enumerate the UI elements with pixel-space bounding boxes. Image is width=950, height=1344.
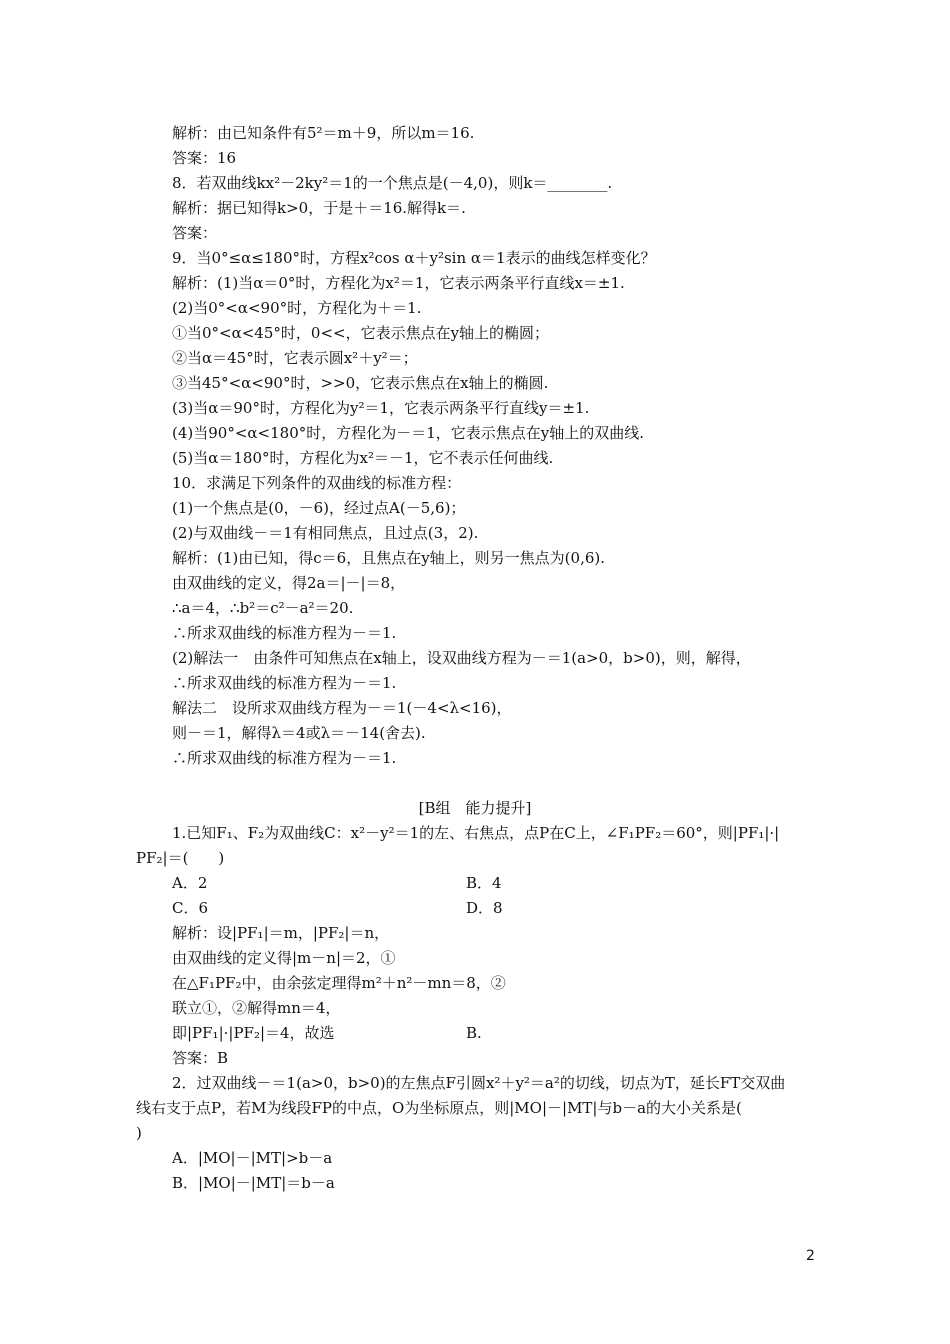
page-number: 2 [806,1248,815,1264]
text-line: 则－＝1，解得λ＝4或λ＝－14(舍去). [172,724,426,742]
text-line: 10．求满足下列条件的双曲线的标准方程： [172,474,462,492]
question-line: 1.已知F₁、F₂为双曲线C：x²－y²＝1的左、右焦点，点P在C上，∠F₁PF₂＝60°，则|PF₁|·| [172,824,780,842]
text-line: ∴a＝4，∴b²＝c²－a²＝20. [172,599,354,617]
text-line: ③当45°<α<90°时，>>0，它表示焦点在x轴上的椭圆. [172,374,549,392]
option-a: A．|MO|－|MT|>b－a [172,1149,333,1167]
section-title: [B组 能力提升] [418,799,532,817]
option-b: B．|MO|－|MT|＝b－a [172,1174,335,1192]
text-line: 8．若双曲线kx²－2ky²＝1的一个焦点是(－4,0)，则k＝________. [172,174,613,192]
text-line: 由双曲线的定义得|m－n|＝2，① [172,949,396,967]
text-line: (1)一个焦点是(0，－6)，经过点A(－5,6)； [172,499,466,517]
text-line: 答案：B [172,1049,229,1067]
option-a: A．2 [172,874,208,892]
option-b: B．4 [466,874,502,892]
question-line: 线右支于点P，若M为线段FP的中点，O为坐标原点，则|MO|－|MT|与b－a的大小关系是( [136,1099,742,1117]
text-line: ②当α＝45°时，它表示圆x²＋y²＝； [172,349,418,367]
answer-choice: B. [466,1024,482,1042]
text-line: ①当0°<α<45°时，0<<，它表示焦点在y轴上的椭圆； [172,324,550,342]
text-line: (3)当α＝90°时，方程化为y²＝1，它表示两条平行直线y＝±1. [172,399,590,417]
text-line: 在△F₁PF₂中，由余弦定理得m²＋n²－mn＝8，② [172,974,506,992]
text-line: ∴所求双曲线的标准方程为－＝1. [172,624,397,642]
text-line: (2)解法一 由条件可知焦点在x轴上，设双曲线方程为－＝1(a>0，b>0)，则，解得， [172,649,751,667]
text-line: 答案： [172,224,218,242]
question-line: PF₂|＝( ) [136,849,225,867]
text-line: 由双曲线的定义，得2a＝|－|＝8， [172,574,406,592]
text-line: 9．当0°≤α≤180°时，方程x²cos α＋y²sin α＝1表示的曲线怎样变化？ [172,249,656,267]
text-line: (2)与双曲线－＝1有相同焦点，且过点(3，2). [172,524,479,542]
option-d: D．8 [466,899,503,917]
text-line: ∴所求双曲线的标准方程为－＝1. [172,749,397,767]
text-line: 即|PF₁|·|PF₂|＝4，故选 [172,1024,335,1042]
option-c: C．6 [172,899,209,917]
text-line: (4)当90°<α<180°时，方程化为－＝1，它表示焦点在y轴上的双曲线. [172,424,645,442]
text-line: (5)当α＝180°时，方程化为x²＝－1，它不表示任何曲线. [172,449,554,467]
text-line: 答案：16 [172,149,237,167]
question-line: 2．过双曲线－＝1(a>0，b>0)的左焦点F引圆x²＋y²＝a²的切线，切点为T，延长FT交双曲 [172,1074,786,1092]
text-line: 解析：由已知条件有5²＝m＋9，所以m＝16. [172,124,475,142]
question-line: ) [136,1124,142,1142]
text-line: 解析：据已知得k>0，于是＋＝16.解得k＝. [172,199,466,217]
text-line: 解法二 设所求双曲线方程为－＝1(－4<λ<16)， [172,699,512,717]
text-line: (2)当0°<α<90°时，方程化为＋＝1. [172,299,422,317]
text-line: 解析：(1)由已知，得c＝6，且焦点在y轴上，则另一焦点为(0,6). [172,549,605,567]
text-line: 联立①，②解得mn＝4， [172,999,341,1017]
text-line: 解析：设|PF₁|＝m，|PF₂|＝n， [172,924,390,942]
text-line: 解析：(1)当α＝0°时，方程化为x²＝1，它表示两条平行直线x＝±1. [172,274,625,292]
text-line: ∴所求双曲线的标准方程为－＝1. [172,674,397,692]
